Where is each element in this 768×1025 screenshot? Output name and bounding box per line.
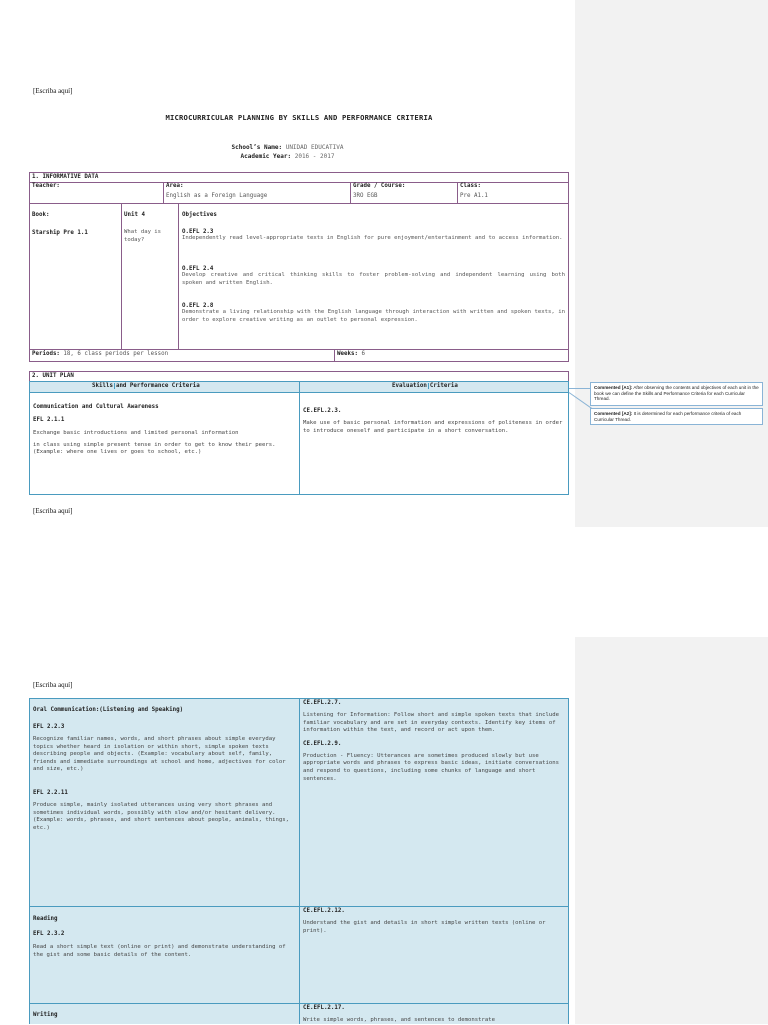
unit-label: Unit 4 [124, 212, 145, 218]
header-placeholder[interactable]: [Escriba aquí] [33, 87, 73, 95]
area-label: Area: [166, 183, 184, 189]
unit-value: What day is today? [124, 229, 162, 243]
section-heading: 1. INFORMATIVE DATA [32, 174, 99, 180]
header-placeholder[interactable]: [Escriba aquí] [33, 681, 73, 689]
skills-cell: Communication and Cultural Awareness EFL 2.1.1 Exchange basic introductions and limited personal information in class using simple present tense in order to get to know their peers. (Example: where one lives or goes to school, etc.) [33, 404, 276, 456]
unit-plan-table-continued [29, 698, 569, 1024]
grade-value: 3RO EGB [353, 193, 378, 199]
document-title: MICROCURRICULAR PLANNING BY SKILLS AND PERFORMANCE CRITERIA [165, 113, 433, 122]
weeks: Weeks: 6 [337, 351, 365, 357]
comment-pane [575, 0, 768, 527]
grade-label: Grade / Course: [353, 183, 406, 189]
class-value: Pre A1.1 [460, 193, 488, 199]
evaluation-header: Evaluation Criteria [392, 383, 458, 389]
comment-connector [569, 388, 590, 389]
objective: O.EFL 2.4 Develop creative and critical thinking skills to foster problem-solving and independent learning using both spoken and written English. [182, 266, 565, 286]
criteria-cell: CE.EFL.2.3. Make use of basic personal information and expressions of politeness in order to introduce oneself and participate in a short conversation. [303, 408, 563, 434]
comment-pane [575, 637, 768, 1024]
criteria-cell-reading: CE.EFL.2.12. Understand the gist and details in short simple written texts (online or print). [303, 908, 546, 934]
book-value: Starship Pre 1.1 [32, 230, 88, 236]
teacher-label: Teacher: [32, 183, 60, 189]
skills-cell-writing: Writing [33, 1012, 58, 1018]
skills-cell-oral: Oral Communication:(Listening and Speaking) EFL 2.2.3 Recognize familiar names, words, and short phrases about simple everyday topics whether heard in isolation or within short, simple spoken texts describing people and objects. (Example: vocabulary about self, family, friends and immediate surroundings at school and home, adjectives for color and size, etc.) EFL 2.2.11 Produce simple, mainly isolated utterances using very short phrases and sometimes individual words, possibly with slow and/or hesitant delivery. (Example: words, phrases, and short sentences about people, animals, things, etc.) [33, 707, 289, 831]
book-label: Book: [32, 212, 50, 218]
periods: Periods: 18, 6 class periods per lesson [32, 351, 169, 357]
skills-header: Skills and Performance Criteria [92, 383, 200, 389]
comment-a2[interactable]: Commented [A2]: It is determined for each performance criteria of each Curricular Thread. [590, 408, 763, 425]
class-label: Class: [460, 183, 481, 189]
informative-data-table [29, 172, 569, 362]
school-info: School’s Name: UNIDAD EDUCATIVA Academic Year: 2016 - 2017 [231, 144, 344, 160]
criteria-cell-oral: CE.EFL.2.7. Listening for Information: Follow short and simple spoken texts that include familiar vocabulary and are set in everyday contexts. Identify key items of information within the text, and record or act upon them. CE.EFL.2.9. Production - Fluency: Utterances are sometimes produced slowly but use appropriate words and phrases to express basic ideas, initiate conversations and respond to questions, including some chunks of language and short sentences. [303, 700, 559, 782]
criteria-cell-writing: CE.EFL.2.17. Write simple words, phrases, and sentences to demonstrate [303, 1005, 495, 1023]
objective: O.EFL 2.8 Demonstrate a living relationship with the English language through interaction with written and spoken texts, in order to explore creative writing as an outlet to personal expression. [182, 303, 565, 323]
comment-a1[interactable]: Commented [A1]: After observing the contents and objectives of each unit in the book we can define the Skills and Performance Criteria for each Curricular Thread. [590, 382, 763, 406]
section-heading: 2. UNIT PLAN [32, 373, 74, 379]
footer-placeholder[interactable]: [Escriba aquí] [33, 507, 73, 515]
objectives-label: Objectives [182, 212, 217, 218]
area-value: English as a Foreign Language [166, 193, 268, 199]
skills-cell-reading: Reading EFL 2.3.2 Read a short simple text (online or print) and demonstrate understanding of the gist and some basic details of the content. [33, 916, 286, 958]
objective: O.EFL 2.3 Independently read level-appropriate texts in English for pure enjoyment/entertainment and to access information. [182, 229, 563, 241]
unit-plan-table [29, 381, 569, 495]
